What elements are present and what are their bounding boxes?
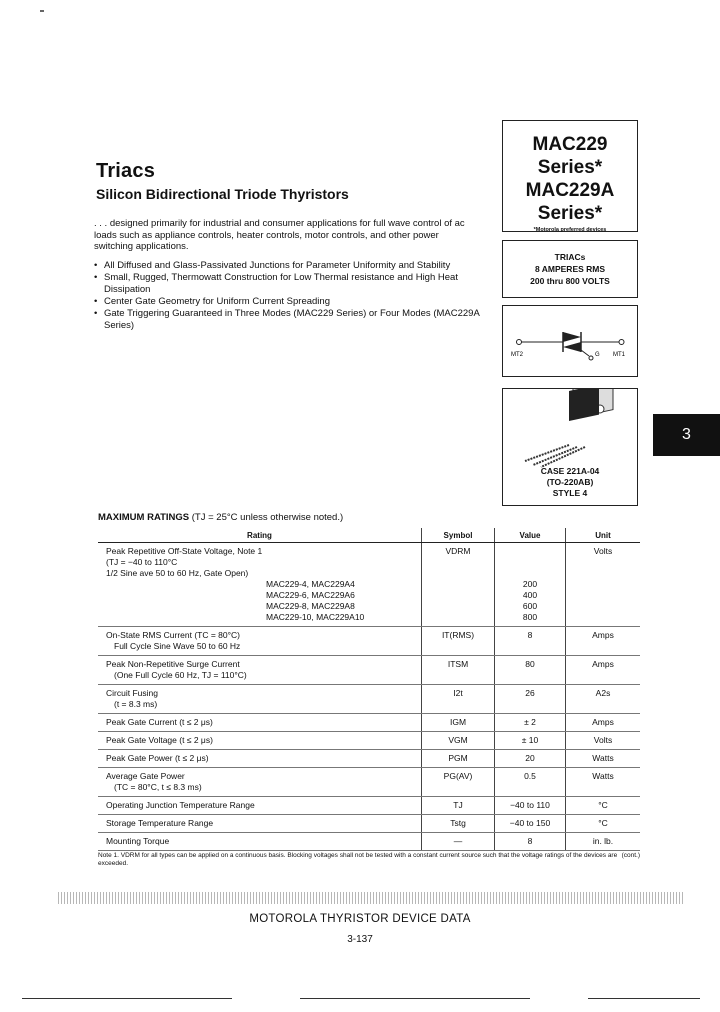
max-ratings-heading: MAXIMUM RATINGS (TJ = 25°C unless otherwise noted.) [98, 512, 344, 523]
gate-label: G [595, 352, 600, 358]
table-row: Peak Gate Voltage (t ≤ 2 μs) VGM ± 10 Volts [98, 732, 640, 750]
feature-item: • Gate Triggering Guaranteed in Three Modes (MAC229 Series) or Four Modes (MAC229A Series) [94, 308, 480, 331]
table-row: Peak Non-Repetitive Surge Current (One Full Cycle 60 Hz, TJ = 110°C) ITSM 80 Amps [98, 656, 640, 685]
table-row: Peak Gate Current (t ≤ 2 μs) IGM ± 2 Amps [98, 714, 640, 732]
mt2-label: MT2 [511, 352, 523, 358]
feature-item: • All Diffused and Glass-Passivated Junctions for Parameter Uniformity and Stability [94, 260, 451, 271]
mt1-label: MT1 [613, 352, 625, 358]
bullet-icon: • [94, 296, 98, 307]
spec-summary-box: TRIACs 8 AMPERES RMS 200 thru 800 VOLTS [502, 240, 638, 298]
page-subtitle: Silicon Bidirectional Triode Thyristors [96, 186, 349, 202]
bullet-icon: • [94, 308, 98, 319]
footer-title: MOTOROLA THYRISTOR DEVICE DATA [249, 913, 471, 925]
feature-item: • Center Gate Geometry for Uniform Current Spreading [94, 296, 330, 307]
part-number-box: MAC229 Series* MAC229A Series* [502, 120, 638, 232]
scan-mark [40, 10, 44, 12]
table-row: Circuit Fusing (t = 8.3 ms) I2t 26 A2s [98, 685, 640, 714]
table-header-row: Rating Symbol Value Unit [98, 528, 640, 543]
bottom-rule [22, 998, 232, 999]
table-row: Average Gate Power (TC = 80°C, t ≤ 8.3 ms) PG(AV) 0.5 Watts [98, 768, 640, 797]
preferred-device-note: *Motorola preferred devices [533, 227, 607, 233]
bottom-rule [300, 998, 530, 999]
triac-symbol-icon [503, 306, 637, 376]
intro-paragraph: . . . designed primarily for industrial and consumer applications for full wave control of ac loads such as appliance controls, heater controls, motor controls, and other power switching applications. [94, 218, 465, 252]
table-row: On-State RMS Current (TC = 80°C) Full Cycle Sine Wave 50 to 60 Hz IT(RMS) 8 Amps [98, 627, 640, 656]
page-title: Triacs [96, 160, 156, 182]
bullet-icon: • [94, 260, 98, 271]
table-row: Peak Repetitive Off-State Voltage, Note 1 (TJ = −40 to 110°C 1/2 Sine ave 50 to 60 Hz, Gate Open) MAC229-4, MAC229A4 MAC229-6, MAC229A6 MAC229-8, MAC229A8 MAC229-10, MAC229A10 VDRM 200 400 600 800 Volts [98, 543, 640, 627]
bullet-icon: • [94, 272, 98, 283]
feature-list [94, 260, 484, 332]
page-number: 3-137 [347, 934, 373, 945]
to220-package-icon [503, 389, 637, 469]
table-row: Peak Gate Power (t ≤ 2 μs) PGM 20 Watts [98, 750, 640, 768]
package-label: CASE 221A-04 (TO-220AB) STYLE 4 [540, 466, 600, 498]
feature-item: • Small, Rugged, Thermowatt Construction for Low Thermal resistance and High Heat Dissipation [94, 272, 458, 295]
table-row: Storage Temperature Range Tstg −40 to 150 °C [98, 815, 640, 833]
table-row: Operating Junction Temperature Range TJ −40 to 110 °C [98, 797, 640, 815]
triac-schematic-box [502, 305, 638, 377]
bottom-rule [588, 998, 700, 999]
table-row: Mounting Torque — 8 in. lb. [98, 833, 640, 851]
max-ratings-table [98, 528, 640, 851]
footnote: Note 1. VDRM for all types can be applied on a continuous basis. Blocking voltages shall not be tested with a constant current source such that the voltage ratings of the devices are exceeded. (cont.) [98, 852, 640, 867]
section-tab: 3 [653, 414, 720, 456]
continued-label: (cont.) [621, 852, 640, 859]
halftone-divider [58, 892, 684, 904]
